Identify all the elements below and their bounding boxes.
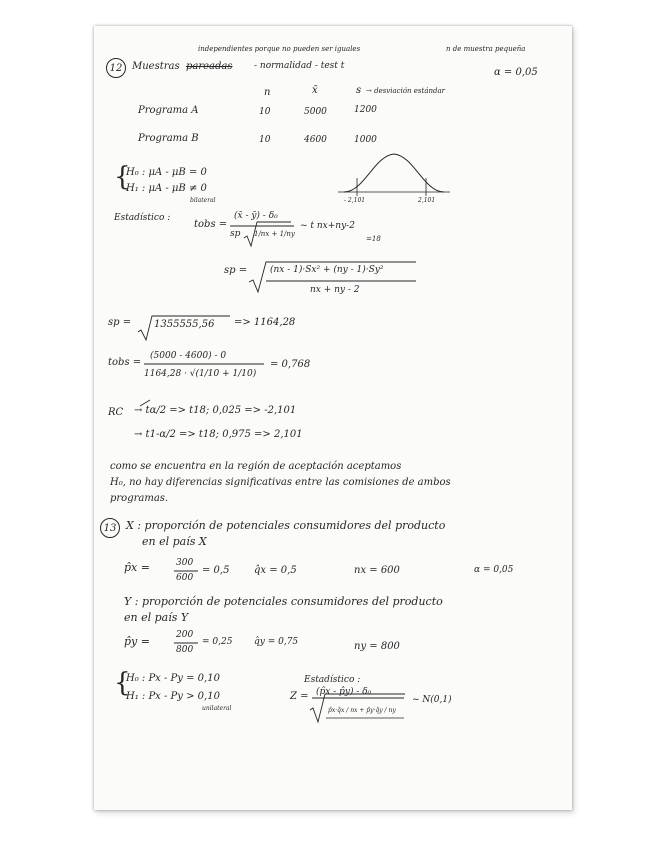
problem-number-12: 12 bbox=[106, 58, 126, 78]
prog-b-n: 10 bbox=[259, 135, 271, 145]
alpha-12: α = 0,05 bbox=[494, 67, 538, 78]
rc-line-1: → tα/2 => t18; 0,025 => -2,101 bbox=[134, 405, 297, 416]
px-value: = 0,5 bbox=[202, 565, 230, 576]
prog-a-s: 1200 bbox=[354, 105, 377, 115]
row-prog-a: Programa A bbox=[138, 105, 199, 116]
qx-value: q̂x = 0,5 bbox=[254, 565, 297, 576]
conclusion-line-1: como se encuentra en la región de aceptación aceptamos bbox=[110, 461, 402, 472]
t-df: =18 bbox=[366, 235, 381, 243]
top-note-2: n de muestra pequeña bbox=[446, 45, 526, 53]
sp-formula: (nx - 1)·Sx² + (ny - 1)·Sy² bbox=[270, 265, 384, 275]
col-s: s bbox=[356, 85, 362, 96]
estadistico-label-12: Estadístico : bbox=[114, 213, 171, 223]
prog-b-x: 4600 bbox=[304, 135, 327, 145]
sp-denominator: nx + ny - 2 bbox=[310, 285, 360, 295]
col-x: x̄ bbox=[312, 85, 318, 96]
ny-value: ny = 800 bbox=[354, 641, 400, 652]
tobs-den-frac: 1/nx + 1/ny bbox=[254, 230, 295, 238]
z-label: Z = bbox=[290, 691, 309, 702]
curve-left-label: - 2,101 bbox=[344, 197, 366, 204]
heading-rest: - normalidad - test t bbox=[254, 61, 345, 71]
alpha-13: α = 0,05 bbox=[474, 565, 514, 575]
brace-hypotheses-13: { bbox=[114, 668, 131, 698]
estadistico-label-13: Estadístico : bbox=[304, 675, 361, 685]
px-num: 300 bbox=[176, 558, 194, 568]
row-prog-b: Programa B bbox=[138, 133, 199, 144]
conclusion-line-3: programas. bbox=[110, 493, 169, 504]
curve-right-label: 2,101 bbox=[418, 197, 436, 204]
px-den: 600 bbox=[176, 573, 194, 583]
problem-number-13: 13 bbox=[100, 518, 120, 538]
normal-curve-icon bbox=[344, 154, 444, 192]
sp-result: => 1164,28 bbox=[234, 317, 296, 328]
h0-13: H₀ : Px - Py = 0,10 bbox=[126, 673, 220, 684]
sp-value: 1355555,56 bbox=[154, 319, 215, 330]
px-label: p̂x = bbox=[124, 561, 150, 574]
nx-value: nx = 600 bbox=[354, 565, 400, 576]
sp-label: sp = bbox=[224, 265, 248, 276]
qy-value: q̂y = 0,75 bbox=[254, 637, 299, 647]
h1-13: H₁ : Px - Py > 0,10 bbox=[126, 691, 220, 702]
tobs2-numerator: (5000 - 4600) - 0 bbox=[150, 351, 227, 361]
top-note-1: independientes porque no pueden ser iguales bbox=[198, 45, 361, 53]
rc-line-2: → t1-α/2 => t18; 0,975 => 2,101 bbox=[134, 429, 303, 440]
col-n: n bbox=[264, 87, 271, 98]
py-num: 200 bbox=[176, 630, 194, 640]
x-definition-1: X : proporción de potenciales consumidores del producto bbox=[126, 519, 446, 532]
col-s-note: → desviación estándar bbox=[366, 87, 446, 95]
py-value: = 0,25 bbox=[202, 637, 233, 647]
x-definition-2: en el país X bbox=[142, 535, 207, 548]
z-denominator: p̂x·q̂x / nx + p̂y·q̂y / ny bbox=[328, 707, 396, 714]
y-definition-1: Y : proporción de potenciales consumidores del producto bbox=[124, 595, 443, 608]
notebook-page bbox=[94, 26, 572, 810]
prog-a-x: 5000 bbox=[304, 107, 327, 117]
py-label: p̂y = bbox=[124, 635, 150, 648]
y-definition-2: en el país Y bbox=[124, 611, 189, 624]
tobs-label: tobs = bbox=[194, 219, 228, 230]
tobs-numerator: (x̄ - ȳ) - δ₀ bbox=[234, 211, 278, 221]
h1-12: H₁ : μA - μB ≠ 0 bbox=[126, 183, 207, 194]
brace-hypotheses-12: { bbox=[114, 162, 131, 192]
rc-label: RC bbox=[108, 407, 124, 418]
bilateral-note: bilateral bbox=[190, 197, 216, 204]
heading-muestras: Muestras bbox=[132, 61, 180, 72]
conclusion-line-2: H₀, no hay diferencias significativas entre las comisiones de ambos bbox=[110, 477, 451, 488]
z-numerator: (p̂x - p̂y) - δ₀ bbox=[316, 687, 372, 697]
z-distribution: ~ N(0,1) bbox=[412, 695, 452, 705]
sp-value-label: sp = bbox=[108, 317, 132, 328]
py-den: 800 bbox=[176, 645, 194, 655]
tobs2-denominator: 1164,28 · √(1/10 + 1/10) bbox=[144, 369, 257, 379]
tobs2-result: = 0,768 bbox=[270, 359, 311, 370]
t-distribution: ~ t nx+ny-2 bbox=[300, 221, 355, 231]
tobs-den-sp: sp bbox=[230, 229, 241, 239]
heading-struck: pareadas bbox=[186, 61, 233, 72]
tobs2-label: tobs = bbox=[108, 357, 142, 368]
prog-b-s: 1000 bbox=[354, 135, 377, 145]
h0-12: H₀ : μA - μB = 0 bbox=[126, 167, 207, 178]
prog-a-n: 10 bbox=[259, 107, 271, 117]
unilateral-note: unilateral bbox=[202, 705, 232, 712]
